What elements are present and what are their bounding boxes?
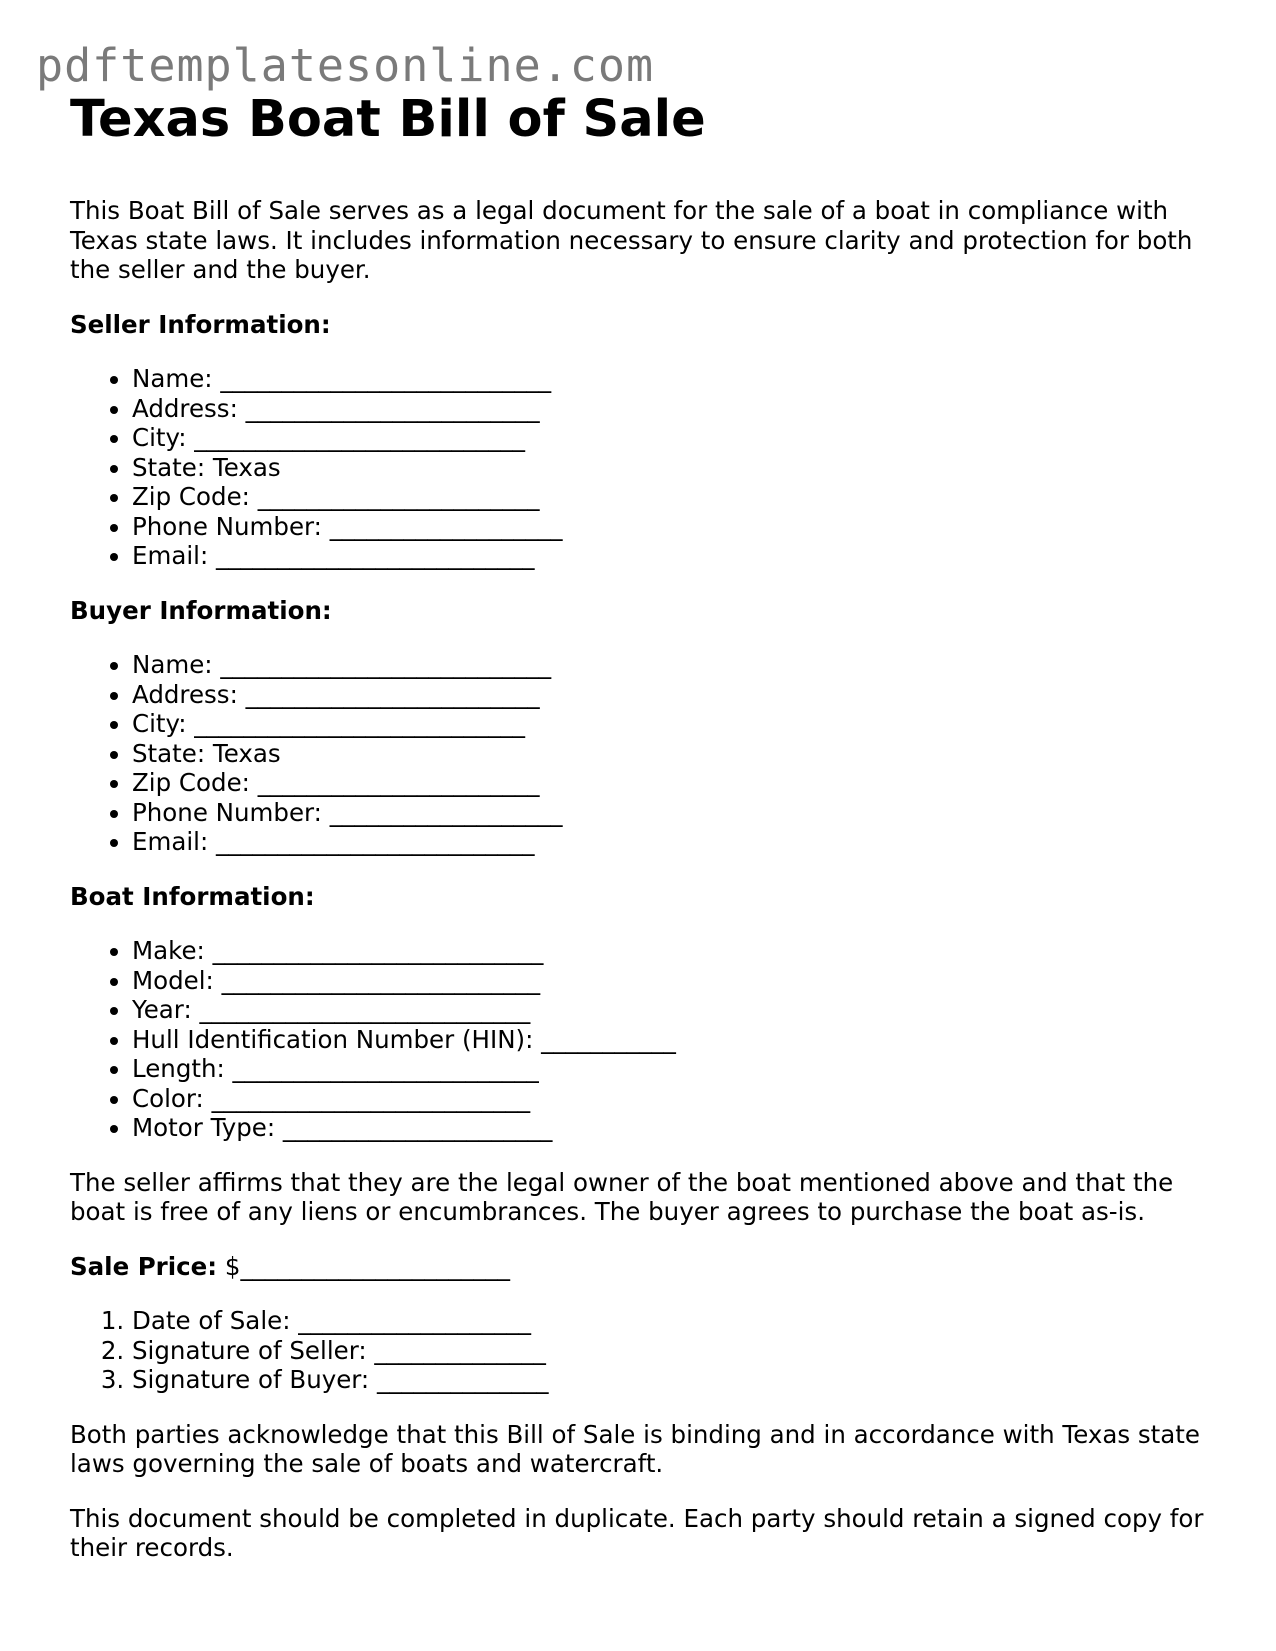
date-of-sale-field[interactable]: 1. Date of Sale: ___________________ — [132, 1306, 1210, 1336]
intro-paragraph: This Boat Bill of Sale serves as a legal document for the sale of a boat in compliance with Texas state laws. It includes information necessary to ensure clarity and protection for both the seller and the buyer. — [70, 196, 1193, 284]
buyer-city-field[interactable]: • City: ___________________________ — [132, 709, 1210, 739]
duplicate-note-paragraph: This document should be completed in duplicate. Each party should retain a signed copy for their records. — [70, 1503, 1204, 1562]
buyer-fields-list — [70, 650, 1210, 857]
sale-price-field[interactable]: $______________________ — [224, 1251, 510, 1281]
ownership-affirmation: The seller affirms that they are the legal owner of the boat mentioned above and that the boat is free of any liens or encumbrances. The buyer agrees to purchase the boat as-is. — [70, 1167, 1174, 1226]
buyer-address-field[interactable]: • Address: ________________________ — [132, 680, 1210, 710]
seller-fields-list — [70, 364, 1210, 571]
boat-make-field[interactable]: • Make: ___________________________ — [132, 936, 1210, 966]
sale-price-line — [70, 1252, 1210, 1282]
buyer-signature-field[interactable]: 3. Signature of Buyer: ______________ — [132, 1365, 1210, 1395]
buyer-name-field[interactable]: • Name: ___________________________ — [132, 650, 1210, 680]
seller-section-heading: Seller Information: — [70, 309, 331, 339]
seller-zip-field[interactable]: • Zip Code: _______________________ — [132, 482, 1210, 512]
buyer-section-heading: Buyer Information: — [70, 595, 332, 625]
seller-email-field[interactable]: • Email: __________________________ — [132, 541, 1210, 571]
buyer-phone-field[interactable]: • Phone Number: ___________________ — [132, 798, 1210, 828]
seller-name-field[interactable]: • Name: ___________________________ — [132, 364, 1210, 394]
buyer-state-field: • State: Texas — [132, 739, 1210, 769]
seller-city-field[interactable]: • City: ___________________________ — [132, 423, 1210, 453]
seller-state-field: • State: Texas — [132, 453, 1210, 483]
boat-model-field[interactable]: • Model: __________________________ — [132, 966, 1210, 996]
watermark: pdftemplatesonline.com — [36, 39, 655, 92]
sale-price-label: Sale Price: — [70, 1251, 218, 1281]
seller-phone-field[interactable]: • Phone Number: ___________________ — [132, 512, 1210, 542]
boat-length-field[interactable]: • Length: _________________________ — [132, 1054, 1210, 1084]
boat-hin-field[interactable]: • Hull Identification Number (HIN): ___________ — [132, 1025, 1210, 1055]
document-title: Texas Boat Bill of Sale — [70, 90, 706, 149]
acknowledgement-paragraph: Both parties acknowledge that this Bill of Sale is binding and in accordance with Texas state laws governing the sale of boats and watercraft. — [70, 1419, 1200, 1478]
seller-address-field[interactable]: • Address: ________________________ — [132, 394, 1210, 424]
boat-motor-type-field[interactable]: • Motor Type: ______________________ — [132, 1113, 1210, 1143]
seller-signature-field[interactable]: 2. Signature of Seller: ______________ — [132, 1336, 1210, 1366]
boat-year-field[interactable]: • Year: ___________________________ — [132, 995, 1210, 1025]
buyer-email-field[interactable]: • Email: __________________________ — [132, 827, 1210, 857]
signature-list — [70, 1306, 1210, 1395]
document-body — [70, 88, 1210, 1563]
buyer-zip-field[interactable]: • Zip Code: _______________________ — [132, 768, 1210, 798]
boat-color-field[interactable]: • Color: __________________________ — [132, 1084, 1210, 1114]
boat-section-heading: Boat Information: — [70, 881, 315, 911]
boat-fields-list — [70, 936, 1210, 1143]
